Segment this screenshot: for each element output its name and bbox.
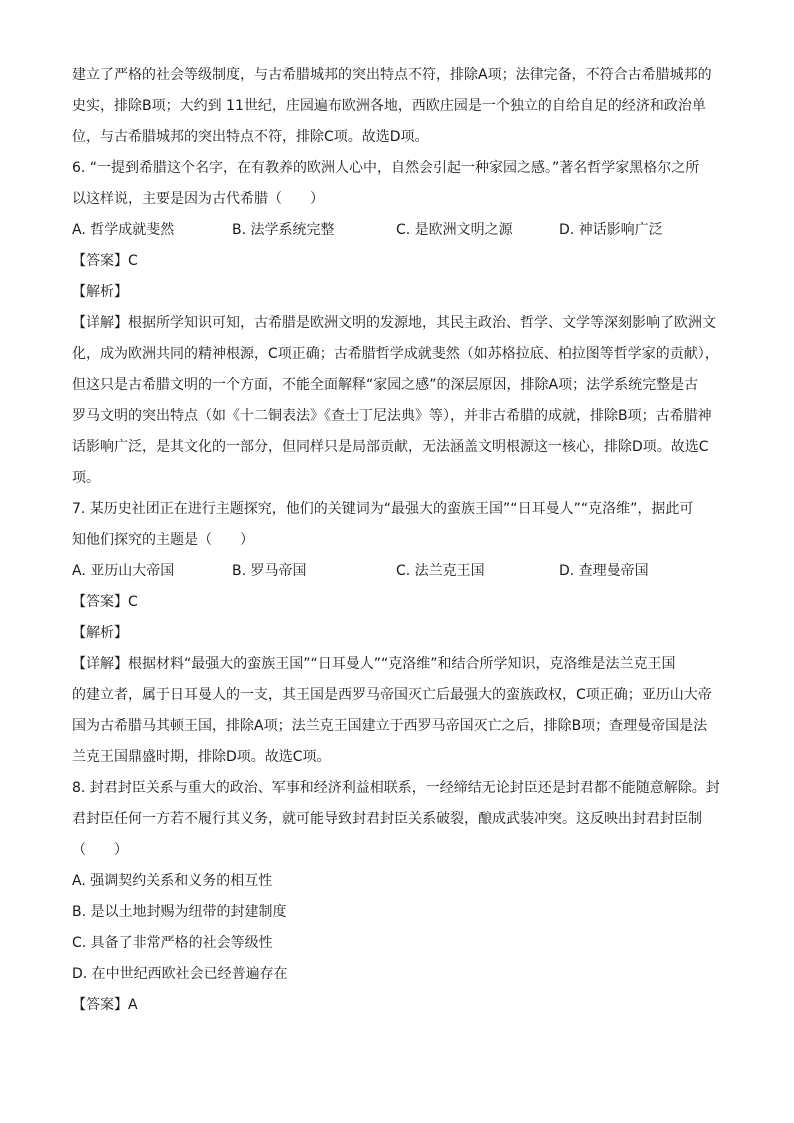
detail-line: 话影响广泛，是其文化的一部分，但同样只是局部贡献，无法涵盖文明根源这一核心，排除D项。故选C <box>72 439 709 455</box>
question-stem: （ ） <box>72 842 128 858</box>
detail-line: 【详解】根据所学知识可知，古希腊是欧洲文明的发源地，其民主政治、哲学、文学等深刻影响了欧洲文 <box>72 315 716 331</box>
options-row <box>72 215 724 246</box>
analysis-label: 【解析】 <box>72 284 128 300</box>
detail-line: 但这只是古希腊文明的一个方面，不能全面解释“家园之感”的深层原因，排除A项；法学系统完整是古 <box>72 377 699 393</box>
option-c: C. 具备了非常严格的社会等级性 <box>72 935 273 951</box>
option-d: D. 在中世纪西欧社会已经普遍存在 <box>72 966 288 982</box>
detail-line: 罗马文明的突出特点（如《十二铜表法》《查士丁尼法典》等），并非古希腊的成就，排除B项；古希腊神 <box>72 408 712 424</box>
question-stem: 7. 某历史社团正在进行主题探究，他们的关键词为“最强大的蛮族王国”“日耳曼人”“克洛维”，据此可 <box>72 501 694 517</box>
question-stem: 君封臣任何一方若不履行其义务，就可能导致封君封臣关系破裂，酿成武装冲突。这反映出封君封臣制 <box>72 811 702 827</box>
option-d: D. 神话影响广泛 <box>559 222 663 238</box>
option-a: A. 亚历山大帝国 <box>72 563 175 579</box>
question-stem: 知他们探究的主题是（ ） <box>72 532 254 548</box>
detail-line: 的建立者，属于日耳曼人的一支，其王国是西罗马帝国灭亡后最强大的蛮族政权，C项正确；亚历山大帝 <box>72 687 712 703</box>
option-c: C. 法兰克王国 <box>396 563 485 579</box>
option-b: B. 罗马帝国 <box>232 563 307 579</box>
exam-page <box>72 60 724 1021</box>
option-a: A. 强调契约关系和义务的相互性 <box>72 873 273 889</box>
question-7 <box>72 494 724 773</box>
answer: 【答案】C <box>72 253 138 269</box>
answer: 【答案】A <box>72 997 138 1013</box>
option-a: A. 哲学成就斐然 <box>72 222 175 238</box>
detail-line: 【详解】根据材料“最强大的蛮族王国”“日耳曼人”“克洛维”和结合所学知识，克洛维是法兰克王国 <box>72 656 676 672</box>
text-line: 建立了严格的社会等级制度，与古希腊城邦的突出特点不符，排除A项；法律完备，不符合古希腊城邦的 <box>72 67 712 83</box>
previous-analysis <box>72 60 724 153</box>
analysis-label: 【解析】 <box>72 625 128 641</box>
option-b: B. 法学系统完整 <box>232 222 335 238</box>
question-stem: 6. “一提到希腊这个名字，在有教养的欧洲人心中，自然会引起一种家园之感。”著名哲学家黑格尔之所 <box>72 160 700 176</box>
question-stem: 以这样说，主要是因为古代希腊（ ） <box>72 191 324 207</box>
text-line: 位，与古希腊城邦的突出特点不符，排除C项。故选D项。 <box>72 129 429 145</box>
detail-line: 化，成为欧洲共同的精神根源，C项正确；古希腊哲学成就斐然（如苏格拉底、柏拉图等哲学家的贡献）， <box>72 346 719 362</box>
text-line: 史实，排除B项；大约到 11世纪，庄园遍布欧洲各地，西欧庄园是一个独立的自给自足的经济和政治单 <box>72 98 706 114</box>
options-row <box>72 556 724 587</box>
detail-line: 项。 <box>72 470 100 486</box>
question-8 <box>72 773 724 1021</box>
option-d: D. 查理曼帝国 <box>559 563 649 579</box>
question-stem: 8. 封君封臣关系与重大的政治、军事和经济利益相联系，一经缔结无论封臣还是封君都不能随意解除。封 <box>72 780 720 796</box>
option-b: B. 是以土地封赐为纽带的封建制度 <box>72 904 287 920</box>
detail-line: 兰克王国鼎盛时期，排除D项。故选C项。 <box>72 749 331 765</box>
answer: 【答案】C <box>72 594 138 610</box>
question-6 <box>72 153 724 494</box>
option-c: C. 是欧洲文明之源 <box>396 222 513 238</box>
detail-line: 国为古希腊马其顿王国，排除A项；法兰克王国建立于西罗马帝国灭亡之后，排除B项；查理曼帝国是法 <box>72 718 708 734</box>
